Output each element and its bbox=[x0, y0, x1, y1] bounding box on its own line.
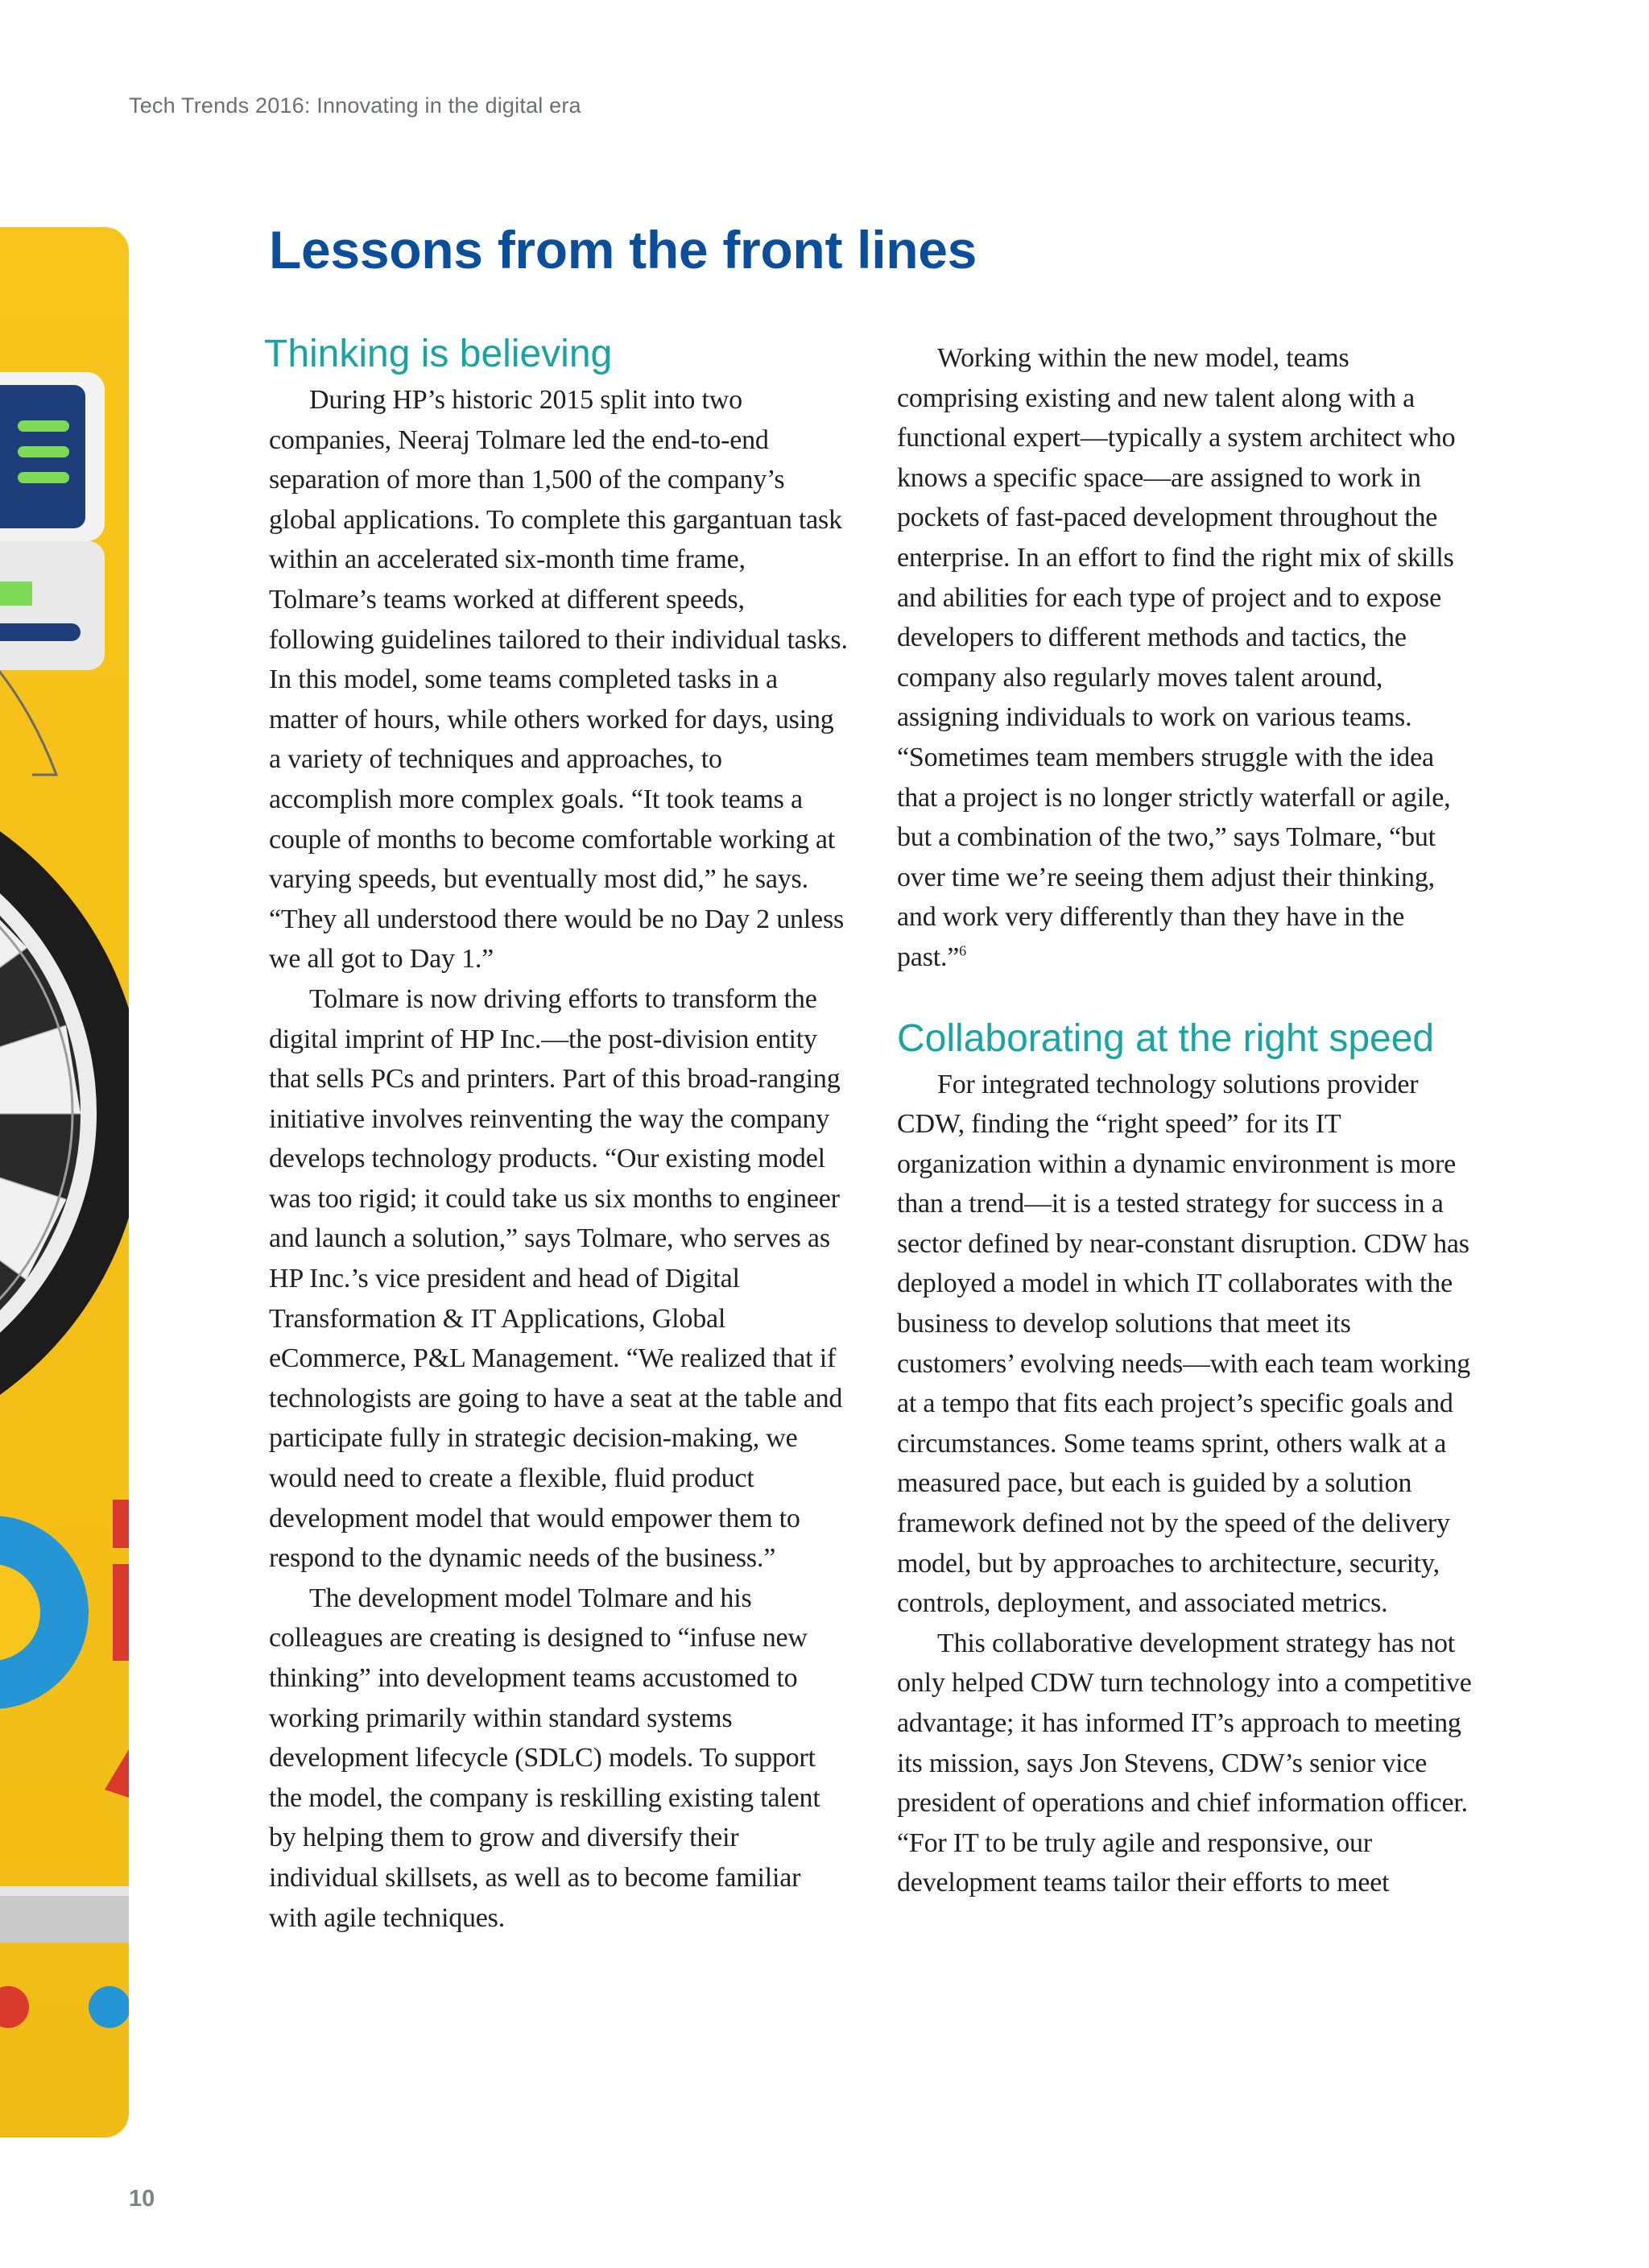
footnote-reference[interactable]: 6 bbox=[959, 942, 966, 959]
body-paragraph: Tolmare is now driving efforts to transform the digital imprint of HP Inc.—the post-division entity that sells PCs and printers. Part of this broad-ranging initiative involves reinventing the way the company develops technology products. “Our existing model was too rigid; it could take us six months to engineer and launch a solution,” says Tolmare, who serves as HP Inc.’s vice president and head of Digital Transformation & IT Applications, Global eCommerce, P&L Management. “We realized that if technologists are going to have a seat at the table and participate fully in strategic decision-making, we would need to create a flexible, fluid product development model that would empower them to respond to the dynamic needs of the business.” bbox=[269, 983, 843, 1574]
blue-dot bbox=[89, 1986, 129, 2028]
page-title: Lessons from the front lines bbox=[269, 220, 977, 279]
red-dot bbox=[0, 1986, 29, 2028]
right-column bbox=[897, 338, 1473, 1903]
dartboard-icon bbox=[0, 767, 129, 1459]
body-paragraph: During HP’s historic 2015 split into two companies, Neeraj Tolmare led the end-to-end separation of more than 1,500 of the company’s global applications. To complete this gargantuan task within an accelerated six-month time frame, Tolmare’s teams worked at different speeds, following guidelines tailored to their individual tasks. In this model, some teams completed tasks in a matter of hours, while others worked for days, using a variety of techniques and approaches, to accomplish more complex goals. “It took teams a couple of months to become comfortable working at varying speeds, but eventually most did,” he says. “They all understood there would be no Day 2 unless we all got to Day 1.” bbox=[269, 385, 848, 975]
body-paragraph bbox=[897, 338, 1473, 978]
body-paragraph: For integrated technology solutions provider CDW, finding the “right speed” for its IT organization within a dynamic environment is more than a trend—it is a tested strategy for success in a sector defined by near-constant disruption. CDW has deployed a model in which IT collaborates with the business to develop solutions that meet its customers’ evolving needs—with each team working at a tempo that fits each project’s specific goals and circumstances. Some teams sprint, others walk at a measured pace, but each is guided by a solution framework defined not by the speed of the delivery model, but by approaches to architecture, security, controls, deployment, and associated metrics. bbox=[897, 1069, 1471, 1619]
section-heading-collaborating: Collaborating at the right speed bbox=[897, 1016, 1435, 1060]
page-number: 10 bbox=[129, 2186, 155, 2212]
running-header: Tech Trends 2016: Innovating in the digital era bbox=[129, 93, 581, 118]
paragraph-text: Working within the new model, teams comprising existing and new talent along with a functional expert—typically a system architect who knows a specific space—are assigned to work in pockets of fast-paced development throughout the enterprise. In an effort to find the right mix of skills and abilities for each type of project and to expose developers to different methods and tactics, the company also regularly moves talent around, assigning individuals to work on various teams. “Sometimes team members struggle with the idea that a project is no longer strictly waterfall or agile, but a combination of the two,” says Tolmare, “but over time we’re seeing them adjust their thinking, and work very differently than they have in the past.” bbox=[897, 343, 1456, 972]
body-paragraph: The development model Tolmare and his colleagues are creating is designed to “infuse new thinking” into development teams accustomed to working primarily within standard systems development lifecycle (SDLC) models. To support the model, the company is reskilling existing talent by helping them to grow and diversify their individual skillsets, as well as to become familiar with agile techniques. bbox=[269, 1583, 820, 1933]
body-paragraph: This collaborative development strategy has not only helped CDW turn technology into a competitive advantage; it has informed IT’s approach to meeting its mission, says Jon Stevens, CDW’s senior vice president of operations and chief information officer. “For IT to be truly agile and responsive, our development teams tailor their efforts to meet bbox=[897, 1628, 1472, 1898]
section-heading-thinking: Thinking is believing bbox=[264, 333, 613, 375]
left-column bbox=[264, 329, 849, 1938]
illustration-graphic bbox=[0, 227, 129, 2138]
decorative-illustration bbox=[0, 227, 129, 2138]
